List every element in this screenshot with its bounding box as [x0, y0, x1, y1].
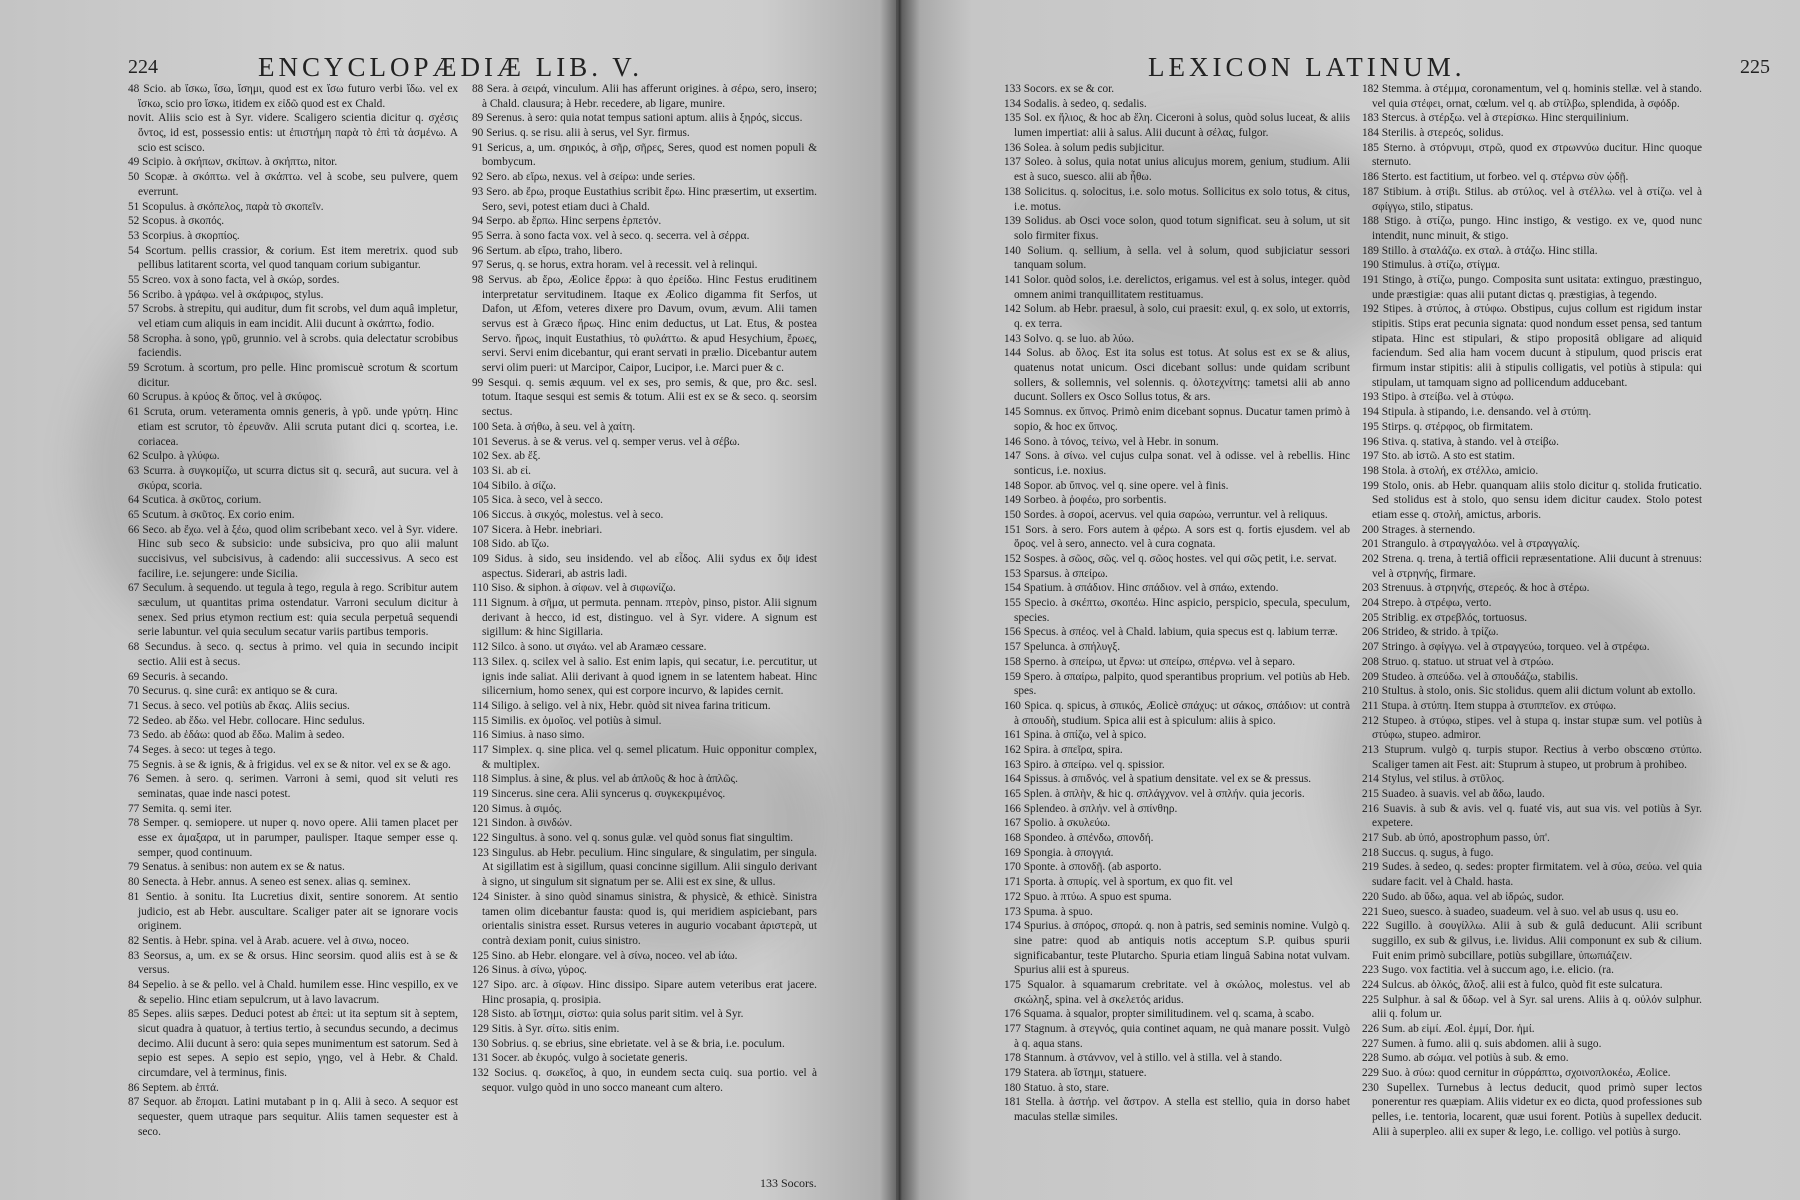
dictionary-entry: 66 Seco. ab ἔχω. vel à ξέω, quod olim scribebant xeco. vel à Syr. videre. Hinc sub seco & subsicio: unde subsiciva, pro quo alii malunt succisivus, vel subcisivus, à cadendo: alii successivus. A seco est facilire, i.e. sejungere: unde Sicilia.: [128, 523, 458, 580]
dictionary-entry: 178 Stannum. à στάννον, vel à stillo. vel à stilla. vel à stando.: [1004, 1052, 1283, 1065]
dictionary-entry: 100 Seta. à σήθω, à seu. vel à χαίτη.: [472, 420, 636, 433]
catchword: 133 Socors.: [760, 1176, 817, 1190]
dictionary-entry: 227 Sumen. à fumo. alii q. suis abdomen. alii à sugo.: [1362, 1037, 1602, 1050]
dictionary-entry: 180 Statuo. à sto, stare.: [1004, 1081, 1110, 1094]
dictionary-entry: 65 Scutum. à σκῦτος. Ex corio enim.: [128, 508, 295, 521]
dictionary-entry: 143 Solvo. q. se luo. ab λύω.: [1004, 332, 1135, 345]
dictionary-entry: 210 Stultus. à stolo, onis. Sic stolidus. quem alii dictum volunt ab extollo.: [1362, 685, 1696, 698]
dictionary-entry: 111 Signum. à σῆμα, ut permuta. pennam. πτερὸν, pinso, pistor. Alii signum derivant à hecco, id est, distinguo. vel à Syr. videre. A signum est sigillum: & hinc Sigillaria.: [472, 597, 817, 639]
dictionary-entry: 155 Specio. à σκέπτω, σκοπέω. Hinc aspicio, perspicio, specula, speculum, species.: [1004, 597, 1350, 624]
dictionary-entry: 70 Securus. q. sine curâ: ex antiquo se & cura.: [128, 685, 338, 698]
dictionary-entry: 58 Scropha. à sono, γρῦ, grunnio. vel à scrobs. quia delectatur scrobibus faciendis.: [128, 332, 458, 360]
dictionary-entry: 63 Scurra. à συγκομίζω, ut scurra dictus sit q. securâ, aut sucura. vel à σκύρα, scoria.: [128, 464, 458, 492]
dictionary-entry: 108 Sido. ab ἵζω.: [472, 538, 550, 551]
dictionary-entry: 130 Sobrius. q. se ebrius, sine ebrietate. vel à se & bria, i.e. poculum.: [472, 1037, 785, 1050]
dictionary-entry: 181 Stella. à ἀστήρ. vel ἄστρον. A stella est stellio, quia in dorso habet maculas stellæ similes.: [1004, 1096, 1350, 1124]
dictionary-entry: 154 Spatium. à σπάδιον. Hinc σπάδιον. vel à σπάω, extendo.: [1004, 582, 1279, 595]
dictionary-entry: 105 Sica. à seco, vel à secco.: [472, 494, 603, 507]
dictionary-entry: 195 Stirps. q. στέρφος, ob firmitatem.: [1362, 420, 1534, 433]
dictionary-entry: 166 Splendeo. à σπλήν. vel à σπίνθηρ.: [1004, 802, 1178, 815]
dictionary-entry: 161 Spina. à σπίζω, vel à spico.: [1004, 729, 1147, 742]
dictionary-entry: 131 Socer. ab ἑκυρός. vulgo à societate generis.: [472, 1052, 688, 1065]
running-head: LEXICON LATINUM.: [1148, 52, 1466, 82]
dictionary-entry: 204 Strepo. à στρέφω, verto.: [1362, 597, 1492, 610]
dictionary-entry: 113 Silex. q. scilex vel à salio. Est enim lapis, qui secatur, i.e. percutitur, ut ignis inde saliat. Alii derivant à quod ignem in se latentem habeat. Hinc silicernium, homo senex, qui est corpore incurvo, & lapides cernit.: [472, 655, 817, 698]
dictionary-entry: 72 Sedeo. ab ἕδω. vel Hebr. collocare. Hinc sedulus.: [128, 714, 365, 727]
dictionary-entry: 217 Sub. ab ὑπό, apostrophum passo, ὑπ'.: [1362, 832, 1550, 845]
dictionary-entry: 69 Securis. à secando.: [128, 670, 229, 683]
dictionary-entry: 49 Scipio. à σκήπων, σκίπων. à σκήπτω, nitor.: [128, 156, 338, 169]
dictionary-entry: 225 Sulphur. à sal & ὕδωρ. vel à Syr. sal urens. Aliis à q. οὐλόν sulphur. alii q. folum ur.: [1362, 993, 1702, 1021]
dictionary-entry: 93 Sero. ab ἔρω, proque Eustathius scribit ἔρω. Hinc præsertim, ut exsertim. Sero, sevi, potest etiam duci à Chald.: [472, 185, 817, 213]
dictionary-entry: 152 Sospes. à σῶος, σῶς. vel q. σῶος hostes. vel qui σῶς petit, i.e. servat.: [1004, 553, 1337, 565]
dictionary-entry: 207 Stringo. à σφίγγω. vel à στραγγεύω, torqueo. vel à στρέφω.: [1362, 641, 1650, 654]
page-number: 225: [1740, 56, 1770, 78]
dictionary-entry: 106 Siccus. à σικχός, molestus. vel à seco.: [472, 508, 664, 521]
dictionary-entry: 71 Secus. à seco. vel potiùs ab ἔκας. Aliis secius.: [128, 699, 350, 712]
dictionary-entry: 128 Sisto. ab ἵστημι, σίστω: quia solus parit sitim. vel à Syr.: [472, 1008, 744, 1021]
dictionary-entry: 121 Sindon. à σινδών.: [472, 817, 573, 830]
dictionary-entry: 188 Stigo. à στίζω, pungo. Hinc instigo, & vestigo. ex ve, quod nunc intendit, nunc minuit, & stigo.: [1362, 215, 1702, 242]
dictionary-entry: 99 Sesqui. q. semis æquum. vel ex ses, pro semis, & que, pro &c. sesl. totum. Itaque sesqui est semis & totum. Alii est ex se & seco. q. seorsim sectus.: [472, 376, 817, 419]
dictionary-entry: 218 Succus. q. sugus, à fugo.: [1362, 846, 1494, 859]
book-gutter: [880, 0, 920, 1200]
dictionary-entry: 54 Scortum. pellis crassior, & corium. Est item meretrix. quod sub pellibus latitarent scorta, vel quod tanquam corium subigantur.: [128, 244, 458, 272]
dictionary-entry: 222 Sugillo. à σουγίλλω. Alii à sub & gulâ deducunt. Alii scribunt suggillo, ex sub & gilvus, i.e. lividus. Alii componunt ex sub & cilium. Fuit enim primò subcillare, potiùs subgillare, ὑπωπιάζειν.: [1362, 920, 1702, 962]
right-column-2: [1362, 82, 1702, 1140]
dictionary-entry: 140 Solium. q. sellium, à sella. vel à solum, quod subjiciatur sessori tanquam solum.: [1004, 244, 1350, 272]
dictionary-entry: 119 Sincerus. sine cera. Alii syncerus q. συγκεκριμένος.: [472, 788, 726, 800]
dictionary-entry: 104 Sibilo. à σίζω.: [472, 479, 556, 492]
dictionary-entry: 124 Sinister. à sino quòd sinamus sinistra, & physicè, & ethicè. Sinistra tamen olim dicebantur fausta: quod is, qui meridiem aspiciebant, pars orientalis sinistra esset. Rursus veteres in augurio vocabant ἀριστερὰ, ut contrà dexiam ponit, cuius sinistro.: [472, 890, 817, 947]
dictionary-entry: 228 Sumo. ab σώμα. vel potiùs à sub. & emo.: [1362, 1052, 1569, 1065]
dictionary-entry: 168 Spondeo. à σπένδω, σπονδή.: [1004, 832, 1154, 845]
right-page: [900, 0, 1800, 1200]
dictionary-entry: 176 Squama. à squalor, propter similitudinem. vel q. scama, à scabo.: [1004, 1008, 1315, 1021]
dictionary-entry: 205 Striblig. ex στρεβλός, tortuosus.: [1362, 611, 1528, 624]
dictionary-entry: 189 Stillo. à σταλάζω. ex σταλ. à στάζω. Hinc stilla.: [1362, 244, 1598, 257]
dictionary-entry: 199 Stolo, onis. ab Hebr. quanquam aliis stolo dicitur q. stolida fruticatio. Sed stolidus est à stolo, quo sensu idem dicitur caudex. Stolo potest etiam esse q. στολή, amictus, arboris.: [1362, 479, 1702, 521]
dictionary-entry: 209 Studeo. à σπεύδω. vel à σπουδάζω, stabilis.: [1362, 670, 1579, 683]
dictionary-entry: 81 Sentio. à sonitu. Ita Lucretius dixit, sentire sonorem. At sentio judicio, est ab Hebr. auscultare. Scaliger pater ait se ignorare vocis originem.: [128, 890, 458, 933]
dictionary-entry: 98 Servus. ab ἔρω, Æolice ἔρρω: à quo ἐρείδω. Hinc Festus eruditinem interpretatur servitudinem. Itaque ex Æolico digamma fit Serfos, ut Dafon, ut Æfom, veteres dixere pro Davum, ovum, ævum. Alii tamen servus est à Græco ἥρως. Hinc enim deductus, ut Lat. Etus, & postea Servo. ἥρως, inquit Eustathius, τὸ φυλάττω. & apud Hesychium, ἔρωες, servi. Servi enim dicebantur, qui erant servati in prælio. Dicebantur autem servi olim pueri: ut Marcipor, Caipor, Lucipor, i.e. Marci puer & c.: [472, 273, 817, 375]
dictionary-entry: 224 Sulcus. ab ὁλκός, ἄλοξ. alii est à fulco, quòd fit este sulcatura.: [1362, 978, 1663, 991]
dictionary-entry: 219 Sudes. à sedeo, q. sedes: propter firmitatem. vel à σύω, σεύω. vel quia sudare facit. vel à Chald. hasta.: [1362, 861, 1702, 889]
dictionary-entry: 123 Singulus. ab Hebr. peculium. Hinc singulare, & singulatim, per singula. At sigillatim est à sigillum, quasi concinne sigillum. Alii singulo derivant à signo, ut singulum sit signatum per se. Alii est ex sine, & ullus.: [472, 846, 817, 889]
dictionary-entry: 74 Seges. à seco: ut teges à tego.: [128, 743, 276, 756]
dictionary-entry: 215 Suadeo. à suavis. vel ab ἅδω, laudo.: [1362, 788, 1545, 800]
dictionary-entry: 202 Strena. q. trena, à tertiâ officii repræsentatione. Alii ducunt à strenuus: vel à στρηνής, firmare.: [1362, 553, 1702, 580]
dictionary-entry: 117 Simplex. q. sine plica. vel q. semel plicatum. Huic opponitur complex, & multiplex.: [472, 743, 817, 771]
dictionary-entry: 77 Semita. q. semi iter.: [128, 802, 232, 815]
dictionary-entry: 68 Secundus. à seco. q. sectus à primo. vel quia in secundo incipit sectio. Alii est à secus.: [128, 641, 458, 668]
dictionary-entry: 52 Scopus. à σκοπός.: [128, 215, 225, 228]
dictionary-entry: 116 Simius. à naso simo.: [472, 729, 585, 742]
dictionary-entry: 62 Sculpo. à γλύφω.: [128, 450, 220, 463]
dictionary-entry: 80 Senecta. à Hebr. annus. A seneo est senex. alias q. seminex.: [128, 876, 411, 889]
dictionary-entry: 206 Strideo, & strido. à τρίζω.: [1362, 626, 1499, 639]
dictionary-entry: 149 Sorbeo. à ῥοφέω, pro sorbentis.: [1004, 494, 1167, 507]
dictionary-entry: 177 Stagnum. à στεγνός, quia continet aquam, ne quà manare possit. Vulgò à q. aqua stans.: [1004, 1023, 1350, 1050]
dictionary-entry: 187 Stibium. à στίβι. Stilus. ab στύλος. vel à στέλλω. vel à στίζω. vel à σφίγγω, stilo, stipatus.: [1362, 185, 1702, 213]
dictionary-entry: 125 Sino. ab Hebr. elongare. vel à σίνω, noceo. vel ab ἰάω.: [472, 949, 738, 962]
dictionary-entry: 55 Screo. vox à sono facta, vel à σκώρ, sordes.: [128, 273, 340, 286]
dictionary-entry: 84 Sepelio. à se & pello. vel à Chald. humilem esse. Hinc vespillo, ex ve & sepelio. Hinc etiam sepulcrum, ut à lavo lavacrum.: [128, 978, 458, 1006]
dictionary-entry: 193 Stipo. à στείβω. vel à στύφω.: [1362, 391, 1514, 404]
dictionary-entry: 172 Spuo. à πτύω. A spuo est spuma.: [1004, 890, 1172, 903]
dictionary-entry: 226 Sum. ab εἰμί. Æol. ἐμμί, Dor. ἠμί.: [1362, 1023, 1535, 1035]
dictionary-entry: 64 Scutica. à σκῦτος, corium.: [128, 494, 262, 507]
dictionary-entry: 102 Sex. ab ἕξ.: [472, 450, 541, 463]
dictionary-entry: 162 Spira. à σπεῖρα, spira.: [1004, 743, 1123, 756]
dictionary-entry: 203 Strenuus. à στρηνής, στερεός. & hoc à στέρω.: [1362, 582, 1590, 595]
dictionary-entry: 88 Sera. à σειρά, vinculum. Alii has afferunt origines. à σέρω, sero, insero; à Chald. clausura; à Hebr. recedere, ab ligare, munire.: [472, 83, 817, 110]
dictionary-entry: 120 Simus. à σιμός.: [472, 802, 562, 815]
dictionary-entry: 201 Strangulo. à στραγγαλόω. vel à στραγγαλίς.: [1362, 538, 1580, 551]
dictionary-entry: 171 Sporta. à σπυρίς. vel à sportum, ex quo fit. vel: [1004, 876, 1233, 889]
dictionary-entry: 126 Sinus. à σίνω, γύρος.: [472, 964, 587, 977]
dictionary-entry: 197 Sto. ab ἱστῶ. A sto est statim.: [1362, 450, 1515, 463]
dictionary-entry: 59 Scrotum. à scortum, pro pelle. Hinc promiscuè scrotum & scortum dicitur.: [128, 362, 458, 389]
dictionary-entry: 214 Stylus, vel stilus. à στῦλος.: [1362, 773, 1505, 786]
dictionary-entry: 179 Statera. ab ἵστημι, statuere.: [1004, 1067, 1147, 1080]
dictionary-entry: 136 Solea. à solum pedis subjicitur.: [1004, 141, 1165, 154]
dictionary-entry: 90 Serius. q. se risu. alii à serus, vel Syr. firmus.: [472, 127, 690, 140]
dictionary-entry: 211 Stupa. à στύπη. Item stuppa à στυππεῖον. ex στύφω.: [1362, 699, 1617, 712]
dictionary-entry: novit. Aliis scio est à Syr. videre. Scaligero scientia dicitur q. σχέσις ὄντος, id est, possessio entis: ut ἐπιστήμη παρὰ τὸ ἐπὶ τὰ ἀσμένω. A scio est scisco.: [128, 112, 458, 154]
dictionary-entry: 53 Scorpius. à σκορπίος.: [128, 229, 240, 242]
dictionary-entry: 110 Siso. & siphon. à σίφων. vel à σιφωνίζω.: [472, 582, 676, 595]
dictionary-entry: 156 Specus. à σπέος. vel à Chald. labium, quia specus est q. labium terræ.: [1004, 626, 1338, 639]
dictionary-entry: 150 Sordes. à σοροί, acervus. vel quia σαρώω, verruntur. vel à reliquus.: [1004, 508, 1328, 521]
dictionary-entry: 196 Stiva. q. stativa, à stando. vel à στείβω.: [1362, 435, 1559, 448]
dictionary-entry: 147 Sons. à σίνω. vel cujus culpa sonat. vel à odisse. vel à rebellis. Hinc sonticus, i.e. noxius.: [1004, 450, 1350, 477]
dictionary-entry: 229 Suo. à σύω: quod cernitur in σύρράπτω, σχοινοπλοκέω, Æolice.: [1362, 1067, 1671, 1080]
left-column-1: [128, 82, 458, 1140]
dictionary-entry: 165 Splen. à σπλὴν, & hic q. σπλάγχνον. vel à σπλήν. quia jecoris.: [1004, 788, 1305, 800]
dictionary-entry: 60 Scrupus. à κρύος & ὄπος. vel à σκύφος.: [128, 391, 322, 404]
dictionary-entry: 144 Solus. ab ὅλος. Est ita solus est totus. At solus est ex se & alius, quatenus notat unicum. Osci dicebant sollus: unde quidam scribunt sollers, & sollemnis, vel solennis. q. ὁλοτεχνίτης: tametsi alii ab anno ducunt. Sollers ex Osco Sollus totus, & ars.: [1004, 347, 1350, 404]
dictionary-entry: 89 Serenus. à sero: quia notat tempus sationi aptum. aliis à ξηρός, siccus.: [472, 112, 803, 125]
dictionary-entry: 101 Severus. à se & verus. vel q. semper verus. vel à σέβω.: [472, 435, 740, 448]
dictionary-entry: 103 Si. ab εἰ.: [472, 464, 531, 477]
dictionary-entry: 159 Spero. à σπαίρω, palpito, quod sperantibus proprium. vel potiùs ab Heb. spes.: [1004, 670, 1350, 698]
dictionary-entry: 67 Seculum. à sequendo. ut tegula à tego, regula à rego. Scribitur autem sæculum, ut quantitas prima ostendatur. Varroni seculum dicitur à senex. Sed prius etymon rectium est: quia secula perpetuâ sequendi serie labuntur. vel quia seculum secatur variis partibus temporis.: [128, 582, 458, 639]
left-page: [0, 0, 896, 1200]
dictionary-entry: 212 Stupeo. à στύφω, stipes. vel à stupa q. instar stupæ sum. vel potiùs à στύφω, stupeo. admiror.: [1362, 714, 1702, 742]
dictionary-entry: 79 Senatus. à senibus: non autem ex se & natus.: [128, 861, 345, 874]
dictionary-entry: 186 Sterto. est factitium, ut forbeo. vel q. στέρνω σὺν ᾠδῇ.: [1362, 171, 1629, 184]
dictionary-entry: 51 Scopulus. à σκόπελος, παρὰ τὸ σκοπεῖν.: [128, 200, 324, 213]
dictionary-entry: 109 Sidus. à sido, seu insidendo. vel ab εἶδος. Alii sydus ex ὄψ idest aspectus. Siderari, ab astris ladi.: [472, 553, 817, 580]
dictionary-entry: 133 Socors. ex se & cor.: [1004, 83, 1115, 95]
dictionary-entry: 169 Spongia. à σπογγιά.: [1004, 846, 1114, 859]
dictionary-entry: 208 Struo. q. statuo. ut struat vel à στρώω.: [1362, 655, 1554, 668]
page-number: 224: [128, 56, 158, 78]
dictionary-entry: 139 Solidus. ab Osci voce solon, quod totum significat. seu à solum, ut sit solo firmiter fixus.: [1004, 215, 1350, 242]
dictionary-entry: 221 Sueo, suesco. à suadeo, suadeum. vel à suo. vel ab usus q. usu eo.: [1362, 905, 1679, 918]
dictionary-entry: 91 Sericus, a, um. σηρικός, à σῆρ, σῆρες, Seres, quod est nomen populi & bombycum.: [472, 141, 817, 169]
dictionary-entry: 94 Serpo. ab ἕρπω. Hinc serpens ἑρπετόν.: [472, 215, 662, 228]
dictionary-entry: 127 Sipo. arc. à σίφων. Hinc dissipo. Sipare autem veteribus erat jacere. Hinc prosapia, q. prosipia.: [472, 978, 817, 1006]
dictionary-entry: 76 Semen. à sero. q. serimen. Varroni à semi, quod sit veluti res seminatas, quae inde nasci potest.: [128, 773, 458, 800]
dictionary-entry: 183 Stercus. à στέρξω. vel à στερίσκω. Hinc sterquilinium.: [1362, 112, 1629, 125]
dictionary-entry: 83 Seorsus, a, um. ex se & orsus. Hinc seorsim. quod aliis est à se & versus.: [128, 949, 458, 977]
dictionary-entry: 107 Sicera. à Hebr. inebriari.: [472, 523, 603, 536]
dictionary-entry: 220 Sudo. ab ὕδω, aqua. vel ab ἱδρώς, sudor.: [1362, 890, 1565, 903]
dictionary-entry: 56 Scribo. à γράφω. vel à σκάριφος, stylus.: [128, 288, 324, 301]
dictionary-entry: 142 Solum. ab Hebr. praesul, à solo, cui praesit: exul, q. ex solo, ut extorris, q. ex terra.: [1004, 303, 1350, 330]
dictionary-entry: 75 Segnis. à se & ignis, & à frigidus. vel ex se & nitor. vel ex se & ago.: [128, 758, 451, 771]
dictionary-entry: 86 Septem. ab ἑπτά.: [128, 1081, 219, 1094]
dictionary-entry: 118 Simplus. à sine, & plus. vel ab ἁπλοῦς & hoc à ἁπλῶς.: [472, 773, 738, 786]
dictionary-entry: 135 Sol. ex ἥλιος, & hoc ab ἕλη. Ciceroni à solus, quòd solus luceat, & aliis lumen impertiat: alii à salus. Alii ducunt à σέλας, fulgor.: [1004, 112, 1350, 140]
dictionary-entry: 182 Stemma. à στέμμα, coronamentum, vel q. hominis stellæ. vel à stando. vel quia στέφει, ornat, cœlum. vel q. ab στίλβω, splendida, à σφόδρ.: [1362, 83, 1702, 110]
dictionary-entry: 145 Somnus. ex ὕπνος. Primò enim dicebant sopnus. Ducatur tamen primò à sopio, & hoc ex ὕπνος.: [1004, 406, 1350, 433]
dictionary-entry: 96 Sertum. ab εἴρω, traho, libero.: [472, 244, 623, 257]
dictionary-entry: 112 Silco. à sono. ut σιγάω. vel ab Aramæo cessare.: [472, 641, 707, 654]
dictionary-entry: 87 Sequor. ab ἕπομαι. Latini mutabant p in q. Alii à seco. A sequor est sequester, quem utraque pars sequitur. Aliis tamen sequester est à seco.: [128, 1096, 458, 1138]
dictionary-entry: 191 Stingo, à στίζω, pungo. Composita sunt usitata: extinguo, præstinguo, unde præstigiæ: quas alii putant dictas q. præstigias, à tegendo.: [1362, 273, 1702, 301]
dictionary-entry: 82 Sentis. à Hebr. spina. vel à Arab. acuere. vel à σινω, noceo.: [128, 934, 410, 947]
right-column-1: [1004, 82, 1350, 1125]
dictionary-entry: 223 Sugo. vox factitia. vel à succum ago, i.e. elicio. (ra.: [1362, 964, 1614, 977]
dictionary-entry: 184 Sterilis. à στερεός, solidus.: [1362, 127, 1504, 140]
dictionary-entry: 115 Similis. ex ὁμοῖος. vel potiùs à simul.: [472, 714, 662, 727]
dictionary-entry: 48 Scio. ab ἴσκω, ἴσω, ἴσημι, quod est ex ἴσω futuro verbi ἴδω. vel ex ἴσκω, scio pro ἴσκω, itidem ex εἰδῶ quod est ex Chald.: [128, 83, 458, 110]
dictionary-entry: 194 Stipula. à stipando, i.e. densando. vel à στύπη.: [1362, 406, 1592, 419]
dictionary-entry: 173 Spuma. à spuo.: [1004, 905, 1093, 918]
dictionary-entry: 137 Soleo. à solus, quia notat unius alicujus morem, genium, studium. Alii est à suco, suesco. alii ab ἦθω.: [1004, 156, 1350, 184]
dictionary-entry: 61 Scruta, orum. veteramenta omnis generis, à γρῦ. unde γρύτη. Hinc etiam est scrutor, τὸ ἐρευνᾶν. Alii scruta putant dici q. scortea, i.e. coriacea.: [128, 406, 458, 448]
dictionary-entry: 157 Spelunca. à σπήλυγξ.: [1004, 641, 1121, 654]
dictionary-entry: 97 Serus, q. se horus, extra horam. vel à recessit. vel à relinqui.: [472, 259, 758, 272]
dictionary-entry: 122 Singultus. à sono. vel q. sonus gulæ. vel quòd sonus fiat singultim.: [472, 832, 794, 845]
dictionary-entry: 230 Supellex. Turnebus à lectus deducit, quod primò super lectos ponerentur res quæpiam. Aliis videtur ex eo dicta, quod professiones sub pelles, i.e. tentoria, locarent, quæ usui forent. Potiùs à supellex deducit. Alii à superpleo. alii ex super & lego, i.e. colligo. vel potiùs à surgo.: [1362, 1081, 1702, 1138]
dictionary-entry: 192 Stipes. à στύπος, à στύφω. Obstipus, cujus collum est rigidum instar stipitis. Stips erat pecunia signata: quod nondum esset pensa, sed tantum stipata. Hinc est stipulari, & stipo propositâ obligare ad aliquid faciendum. Sed alia ham vocem ducunt à stipulum, quod priscis erat firmum instar stipitis: alii à stipulis colligatis, vel potiùs à stipula: qui stipulam, ut tamquam signo ad pollicendum adducebant.: [1362, 303, 1702, 389]
dictionary-entry: 198 Stola. à στολή, ex στέλλω, amicio.: [1362, 464, 1539, 477]
dictionary-entry: 85 Sepes. aliis sæpes. Deduci potest ab ἐπεὶ: ut ita septum sit à septem, sicut quadra à quatuor, à tertius tertio, à secundus secundo, a decimus decimo. Alii ducunt à sero: quia sepes munimentum est satorum. Sed à sepio est sepes. A sepio est sepio, γηgo, vel à Hebr. & Chald. circumdare, vel à terminus, finis.: [128, 1008, 458, 1080]
dictionary-entry: 129 Sitis. à Syr. σίτω. sitis enim.: [472, 1023, 620, 1035]
dictionary-entry: 163 Spiro. à σπείρω. vel q. spissior.: [1004, 758, 1165, 771]
dictionary-entry: 174 Spurius. à σπόρος, σπορά. q. non à patris, sed seminis nomine. Vulgò q. sine patre: quod ab antiquis notis acceptum S.P. quibus spurii significabantur, teste Plutarcho. Spuria etiam linguâ Sabina notat vulvam. Spurius alii est à spureus.: [1004, 920, 1350, 977]
dictionary-entry: 78 Semper. q. semiopere. ut nuper q. novo opere. Alii tamen placet per esse ex ἀμαξαρα, ut in parumper, paulisper. Itaque semper esse q. semper, quod continuum.: [128, 817, 458, 859]
dictionary-entry: 185 Sterno. à στόρνυμι, στρῶ, quod ex στρωννύω ducitur. Hinc quoque sternuto.: [1362, 141, 1702, 169]
dictionary-entry: 170 Sponte. à σπονδῇ. (ab asporto.: [1004, 861, 1162, 874]
left-column-2: [472, 82, 817, 1095]
dictionary-entry: 146 Sono. à τόνος, τείνω, vel à Hebr. in sonum.: [1004, 435, 1219, 448]
dictionary-entry: 138 Solicitus. q. solocitus, i.e. solo motus. Sollicitus ex solo totus, & citus, i.e. motus.: [1004, 185, 1350, 213]
dictionary-entry: 114 Siligo. à seligo. vel à nix, Hebr. quòd sit nivea farina triticum.: [472, 699, 771, 712]
dictionary-entry: 148 Sopor. ab ὕπνος. vel q. sine opere. vel à finis.: [1004, 479, 1229, 492]
dictionary-entry: 167 Spolio. à σκυλεύω.: [1004, 817, 1111, 830]
dictionary-entry: 213 Stuprum. vulgò q. turpis stupor. Rectius à verbo obscœno στύπω. Scaliger tamen ait Fest. ait: Stuprum à stupeo, ut probrum à prohibeo.: [1362, 743, 1702, 771]
dictionary-entry: 158 Sperno. à σπείρω, ut ἔρνω: ut σπείρω, σπέρνω. vel à separo.: [1004, 655, 1296, 668]
dictionary-entry: 50 Scopæ. à σκόπτω. vel à σκάπτω. vel à scobe, seu pulvere, quem everrunt.: [128, 171, 458, 198]
running-head: ENCYCLOPÆDIÆ LIB. V.: [258, 52, 644, 82]
dictionary-entry: 73 Sedo. ab ἑδάω: quod ab ἕδω. Malim à sedeo.: [128, 729, 345, 742]
dictionary-entry: 175 Squalor. à squamarum crebritate. vel à σκώλος, molestus. vel ab σκώληξ, spina. vel à σκελετός aridus.: [1004, 978, 1350, 1006]
dictionary-entry: 132 Socius. q. σωκεῖος, à quo, in eundem secta cuiq. sua portio. vel à sequor. vulgo quòd in uno socco maneant cum altero.: [472, 1067, 817, 1094]
dictionary-entry: 57 Scrobs. à strepitu, qui auditur, dum fit scrobs, vel dum aquâ impletur, vel etiam cum aliquis in eam incidit. Alii ducunt à σκάπτω, fodio.: [128, 303, 458, 330]
dictionary-entry: 164 Spissus. à σπιδνός. vel à spatium densitate. vel ex se & pressus.: [1004, 773, 1312, 786]
dictionary-entry: 153 Sparsus. à σπείρω.: [1004, 567, 1108, 580]
dictionary-entry: 141 Solor. quòd solos, i.e. derelictos, erigamus. vel est à solus, integer. quòd omnem animi tranquillitatem restituamus.: [1004, 273, 1350, 301]
dictionary-entry: 151 Sors. à sero. Fors autem à φέρω. A sors est q. fortis ejusdem. vel ab ὅρος. vel à sero, annecto. vel à cura cognata.: [1004, 523, 1350, 551]
dictionary-entry: 134 Sodalis. à sedeo, q. sedalis.: [1004, 97, 1147, 110]
dictionary-entry: 200 Strages. à sternendo.: [1362, 523, 1476, 536]
dictionary-entry: 190 Stimulus. à στίζω, στίγμα.: [1362, 259, 1500, 272]
dictionary-entry: 95 Serra. à sono facta vox. vel à seco. q. secerra. vel à σέρρα.: [472, 229, 750, 242]
dictionary-entry: 160 Spica. q. spicus, à σπικός, Æolicè σπάχυς: ut σάκος, σπάδιον: ut contrà à σπουδὴ, studium. Spica alii est à spiculum: aliis à spico.: [1004, 699, 1350, 727]
dictionary-entry: 216 Suavis. à sub & avis. vel q. fuaté vis, aut sua vis. vel potiùs à Syr. expetere.: [1362, 802, 1702, 830]
dictionary-entry: 92 Sero. ab εἴρω, nexus. vel à σείρω: unde series.: [472, 171, 696, 184]
